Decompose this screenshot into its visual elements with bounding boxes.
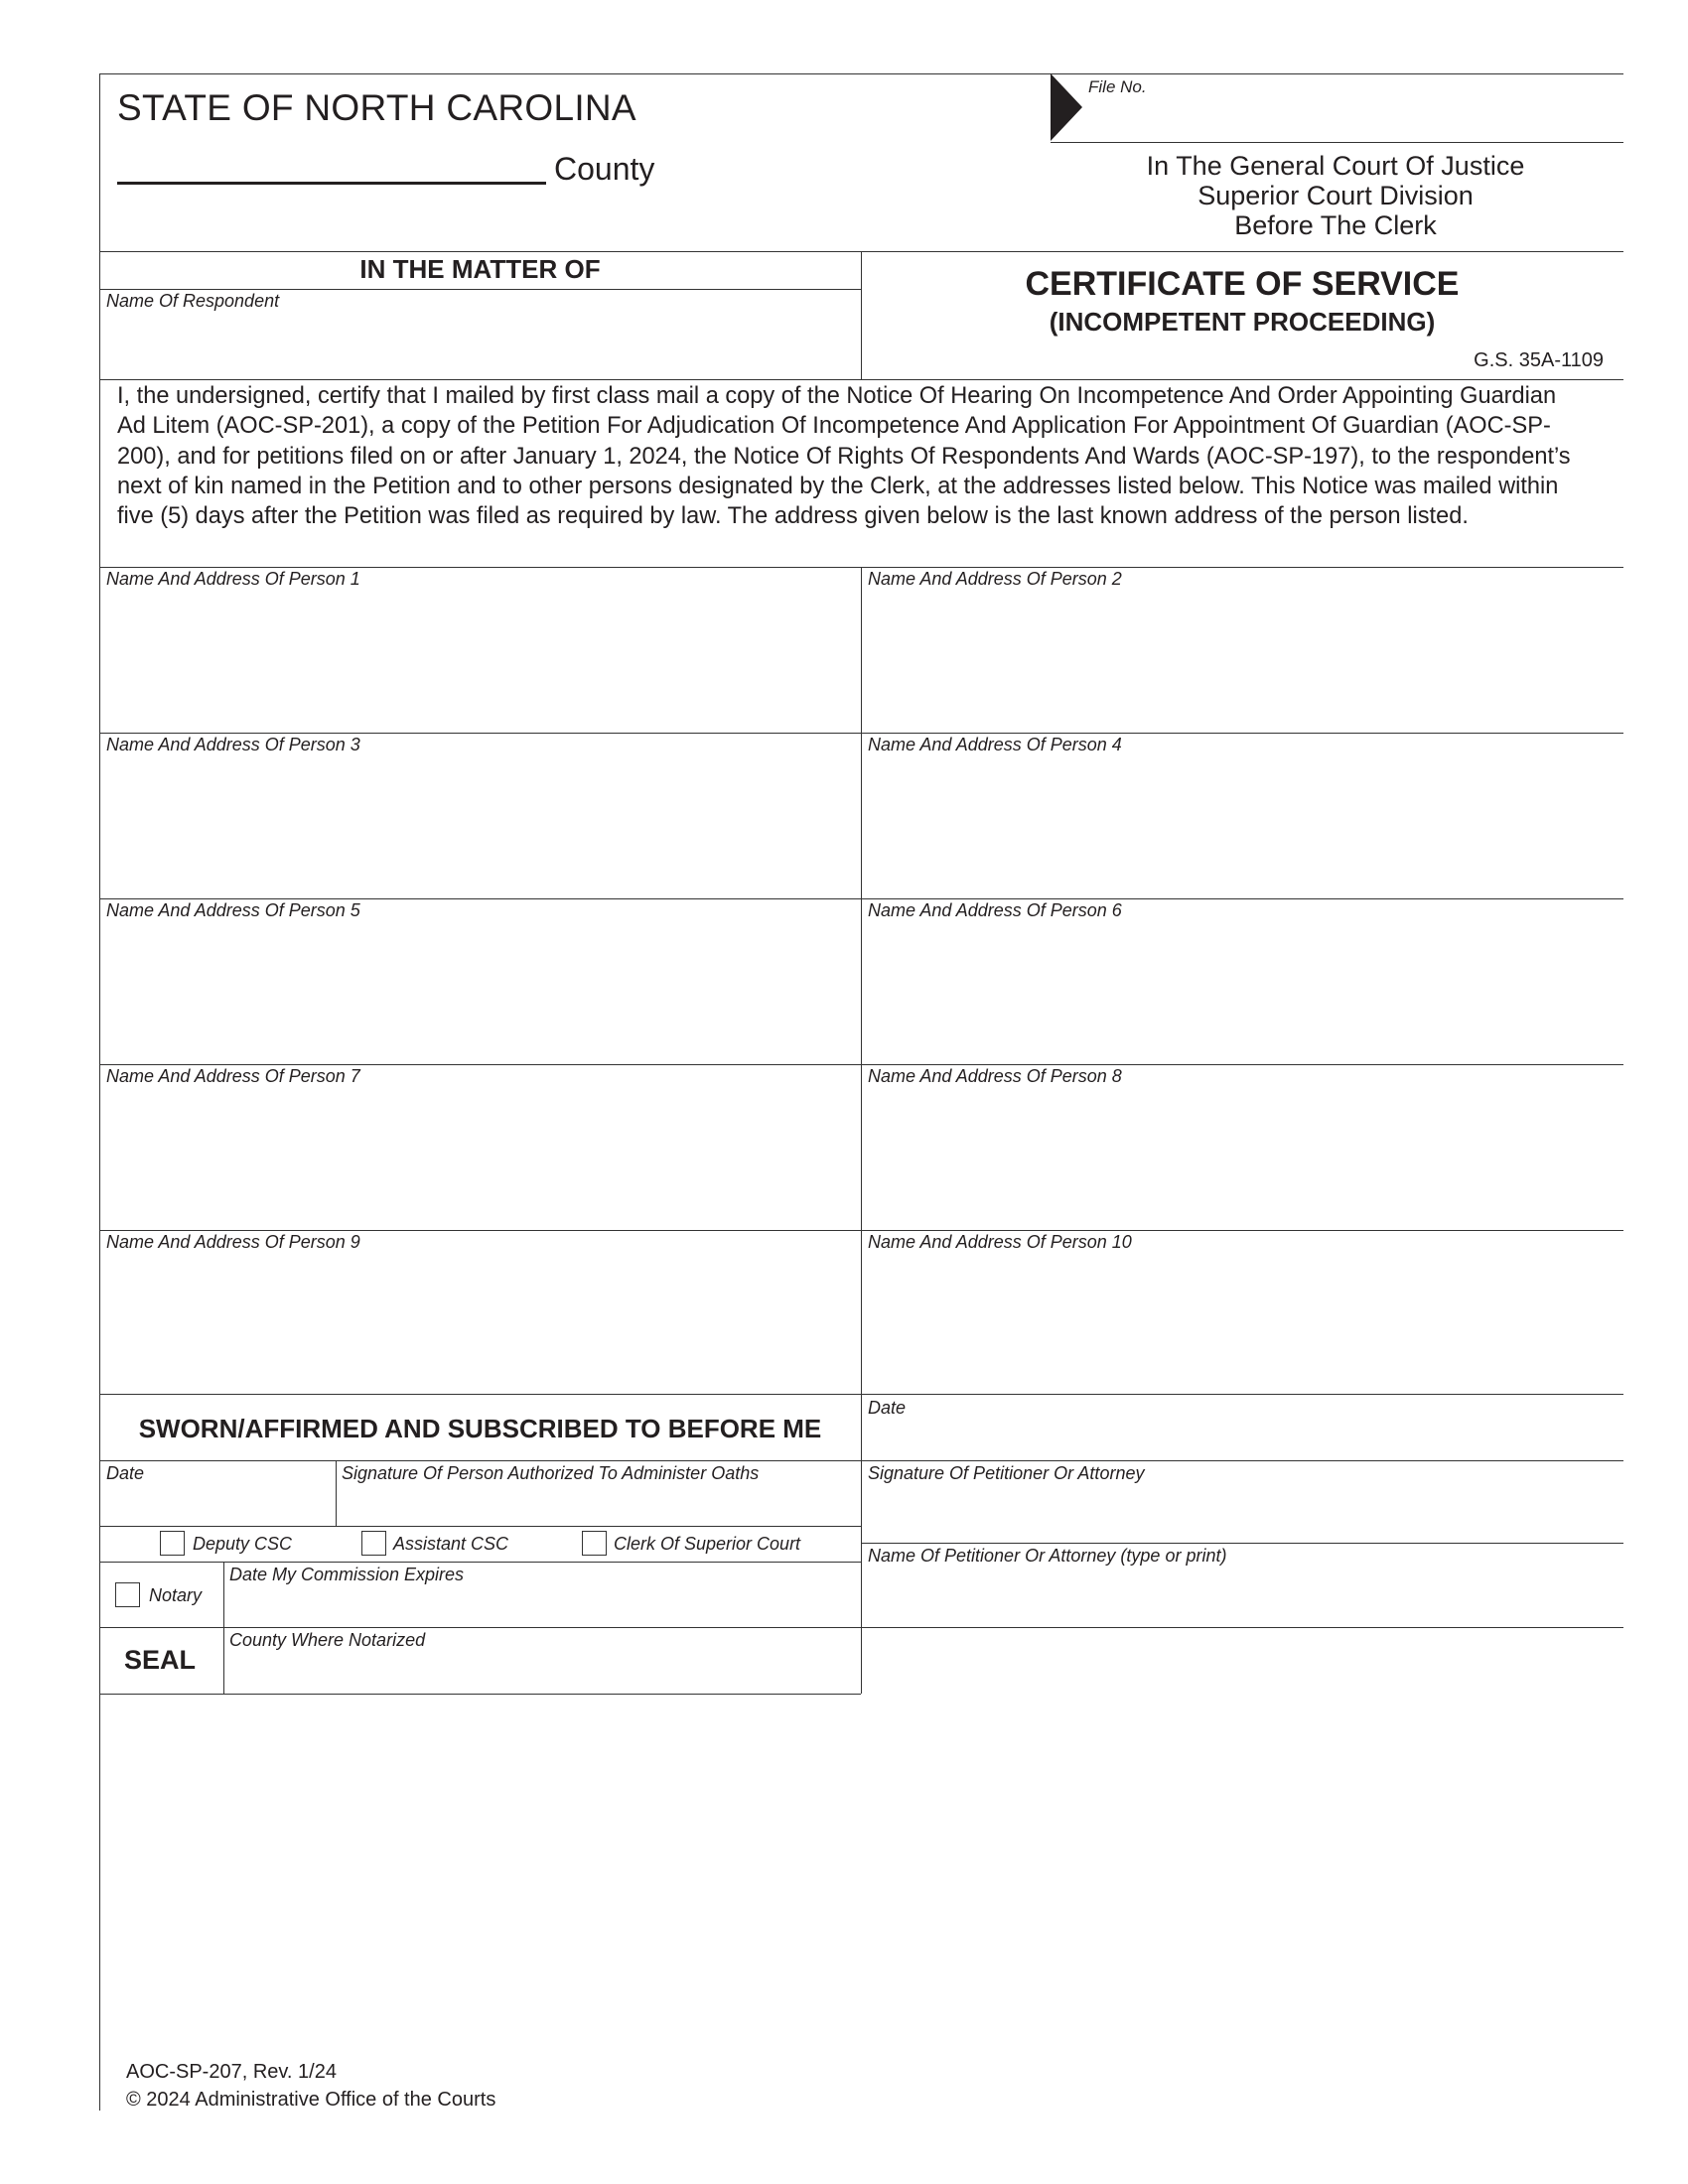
certification-text: I, the undersigned, certify that I mailed by first class mail a copy of the Notice Of Hearing On Incompetence And Order Appointing Guardian Ad Litem (AOC-SP-201), a copy of the Petition For Adjudication Of Incompetence And Application For Appointment Of Guardian (AOC-SP-200), and for petitions filed on or after January 1, 2024, the Notice Of Rights Of Respondents And Wards (AOC-SP-197), to the respondent’s next of kin named in the Petition and to other persons designated by the Clerk, at the addresses listed below. This Notice was mailed within five (5) days after the Petition was filed as required by law. The address given below is the last known address of the person listed. <box>117 383 1571 530</box>
form-subtitle: (INCOMPETENT PROCEEDING) <box>1049 307 1436 337</box>
commission-label: Date My Commission Expires <box>229 1565 465 1584</box>
divider <box>336 1460 337 1526</box>
checkbox-label: Assistant CSC <box>393 1534 509 1554</box>
checkbox-label: Deputy CSC <box>193 1534 293 1554</box>
copyright: © 2024 Administrative Office of the Courts <box>126 2089 496 2111</box>
clerk-checkbox[interactable] <box>582 1531 607 1556</box>
divider <box>99 379 1623 380</box>
divider <box>99 1526 861 1527</box>
person-label: Name And Address Of Person 9 <box>106 1232 360 1252</box>
notary-checkbox[interactable] <box>115 1582 140 1607</box>
person-label: Name And Address Of Person 2 <box>868 569 1122 589</box>
form-number: AOC-SP-207, Rev. 1/24 <box>126 2061 337 2083</box>
divider <box>861 567 862 1694</box>
form-title: CERTIFICATE OF SERVICE <box>1025 265 1460 303</box>
assistant-csc-checkbox[interactable] <box>361 1531 386 1556</box>
county-input-line[interactable] <box>117 182 546 185</box>
person-label: Name And Address Of Person 5 <box>106 900 360 920</box>
petitioner-signature-label: Signature Of Petitioner Or Attorney <box>868 1463 1145 1483</box>
respondent-label: Name Of Respondent <box>106 291 280 311</box>
divider <box>99 1460 1623 1461</box>
sworn-heading: SWORN/AFFIRMED AND SUBSCRIBED TO BEFORE ME <box>138 1414 822 1443</box>
county-label: County <box>554 151 655 187</box>
oath-signature-label: Signature Of Person Authorized To Administer Oaths <box>342 1463 760 1483</box>
matter-title: IN THE MATTER OF <box>359 254 601 284</box>
divider <box>99 1694 861 1695</box>
court-line: Superior Court Division <box>1197 181 1474 210</box>
file-no-input[interactable] <box>1088 99 1615 137</box>
petitioner-date-label: Date <box>868 1398 907 1418</box>
person-label: Name And Address Of Person 6 <box>868 900 1122 920</box>
statute: G.S. 35A-1109 <box>1474 349 1604 371</box>
petitioner-name-label: Name Of Petitioner Or Attorney (type or print) <box>868 1546 1227 1566</box>
divider <box>99 73 1623 74</box>
person-label: Name And Address Of Person 10 <box>868 1232 1132 1252</box>
person-label: Name And Address Of Person 7 <box>106 1066 360 1086</box>
deputy-csc-checkbox[interactable] <box>160 1531 185 1556</box>
file-arrow-icon <box>1051 73 1082 141</box>
checkbox-label: Clerk Of Superior Court <box>614 1534 801 1554</box>
divider <box>861 1543 1623 1544</box>
person-label: Name And Address Of Person 8 <box>868 1066 1122 1086</box>
person-label: Name And Address Of Person 1 <box>106 569 360 589</box>
state-title: STATE OF NORTH CAROLINA <box>117 87 636 128</box>
notary-label: Notary <box>149 1585 203 1605</box>
file-no-label: File No. <box>1088 77 1147 96</box>
sworn-date-label: Date <box>106 1463 145 1483</box>
seal-label: SEAL <box>124 1645 197 1675</box>
person-label: Name And Address Of Person 4 <box>868 735 1122 754</box>
divider <box>1051 142 1623 143</box>
person-label: Name And Address Of Person 3 <box>106 735 360 754</box>
divider <box>99 289 861 290</box>
court-line: In The General Court Of Justice <box>1146 151 1525 181</box>
divider <box>99 1562 861 1563</box>
divider <box>99 1627 1623 1628</box>
court-line: Before The Clerk <box>1234 210 1437 240</box>
respondent-input[interactable] <box>106 316 851 373</box>
county-notarized-label: County Where Notarized <box>229 1630 426 1650</box>
